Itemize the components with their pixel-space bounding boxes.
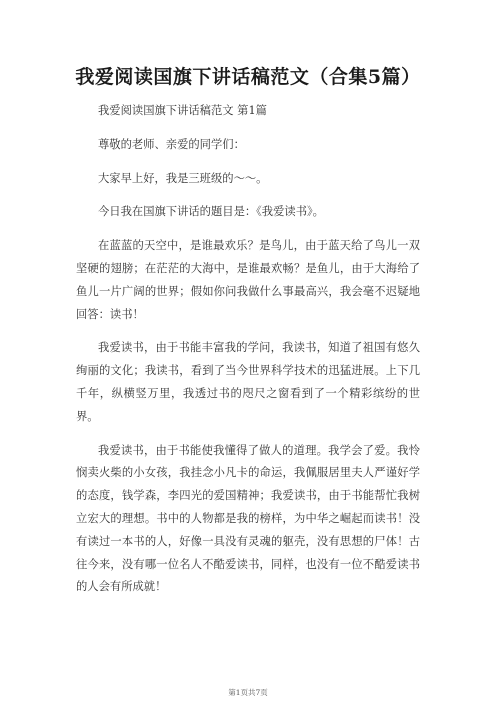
section-heading: 我爱阅读国旗下讲话稿范文 第1篇 <box>98 104 267 117</box>
body-paragraph: 我爱读书，由于书能使我懂得了做人的道理。我学会了爱。我怜悯卖火柴的小女孩，我挂念小凡卡的命运，我佩服居里夫人严谨好学的态度，钱学森，李四光的爱国精神；我爱读书，由于书能帮忙我树立宏大的理想。书中的人物都是我的榜样，为中华之崛起而读书！没有读过一本书的人，好像一具没有灵魂的躯壳，没有思想的尸体！古往今来，没有哪一位名人不酷爱读书，同样，也没有一位不酷爱读书的人会有所成就！ <box>76 443 420 594</box>
body-paragraph: 在蓝蓝的天空中，是谁最欢乐？是鸟儿，由于蓝天给了鸟儿一双坚硬的翅膀；在茫茫的大海中，是谁最欢畅？是鱼儿，由于大海给了鱼儿一片广阔的世界；假如你问我做什么事最高兴，我会毫不迟疑地回答：读书！ <box>76 239 420 321</box>
page-number: 第1页共7页 <box>228 688 268 697</box>
body-paragraph: 我爱读书，由于书能丰富我的学问，我读书，知道了祖国有悠久绚丽的文化；我读书，看到了当今世界科学技术的迅猛进展。上下几千年，纵横竖万里，我透过书的咫尺之窗看到了一个精彩缤纷的世界。 <box>76 341 420 423</box>
document-body <box>76 100 420 610</box>
document-title: 我爱阅读国旗下讲话稿范文（合集5篇） <box>75 66 421 88</box>
topic-paragraph: 今日我在国旗下讲话的题目是：《我爱读书》。 <box>98 205 324 219</box>
salutation: 尊敬的老师、亲爱的同学们： <box>98 137 245 151</box>
greeting-paragraph: 大家早上好，我是三班级的～～。 <box>98 171 268 185</box>
